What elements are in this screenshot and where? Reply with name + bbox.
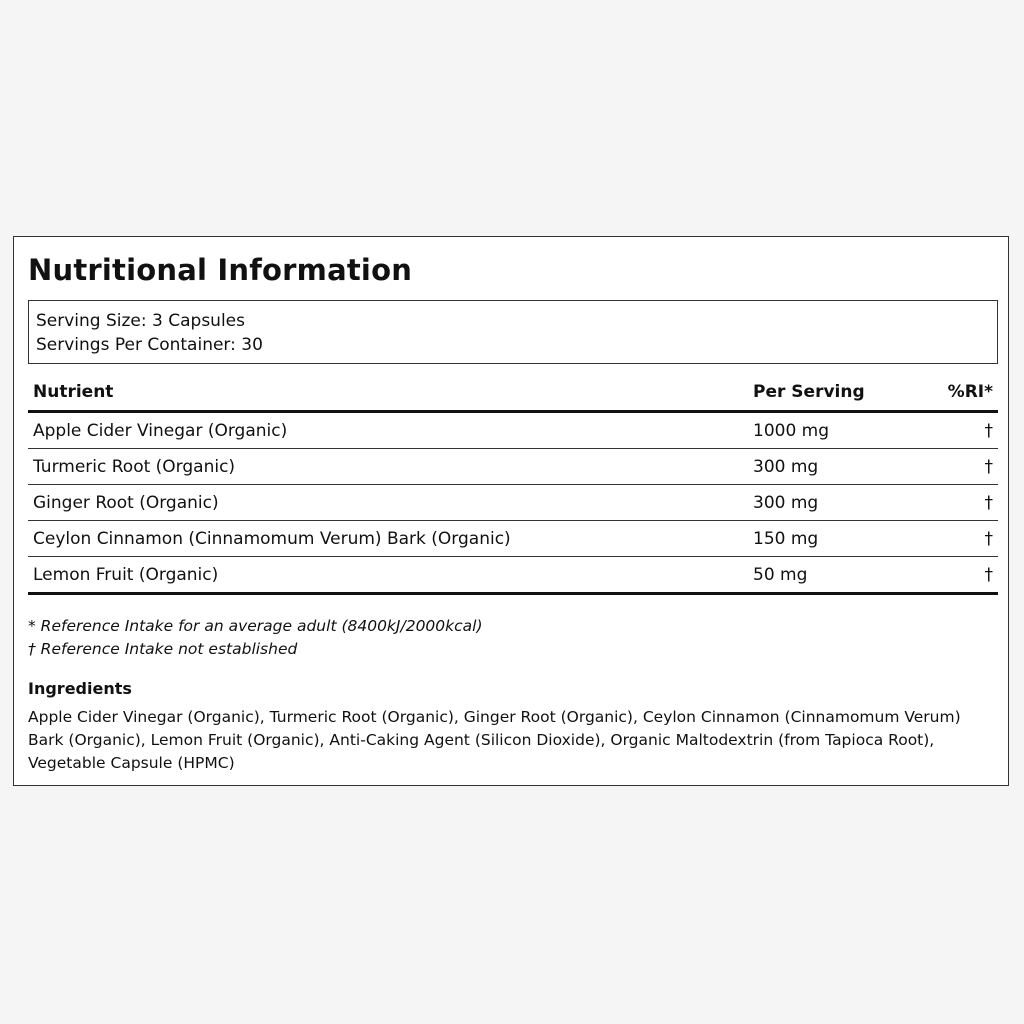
nutrient-amount: 50 mg [753,565,808,585]
nutrient-amount: 1000 mg [753,421,830,441]
nutrient-name: Lemon Fruit (Organic) [33,565,219,585]
nutrient-table [28,378,998,595]
nutrient-name: Ceylon Cinnamon (Cinnamomum Verum) Bark (Organic) [33,529,511,549]
header-nutrient: Nutrient [33,382,114,402]
nutrient-amount: 300 mg [753,493,819,513]
table-header-row [28,378,998,413]
ingredients-heading: Ingredients [28,679,132,698]
nutrient-name: Apple Cider Vinegar (Organic) [33,421,288,441]
table-row [28,557,998,595]
ingredients-text: Apple Cider Vinegar (Organic), Turmeric Root (Organic), Ginger Root (Organic), Ceylon Cinnamon (Cinnamomum Verum) Bark (Organic), Lemon Fruit (Organic), Anti-Caking Agent (Silicon Dioxide), Organic Maltodextrin (from Tapioca Root), Vegetable Capsule (HPMC) [28,708,961,772]
nutrient-ri: † [984,457,993,477]
servings-per-container: Servings Per Container: 30 [36,335,263,355]
serving-size: Serving Size: 3 Capsules [36,311,245,331]
table-row [28,485,998,521]
table-row [28,449,998,485]
nutrient-name: Turmeric Root (Organic) [33,457,236,477]
nutrient-name: Ginger Root (Organic) [33,493,219,513]
table-row [28,521,998,557]
nutrient-amount: 300 mg [753,457,819,477]
table-row [28,413,998,449]
nutrition-panel [13,236,1009,786]
reference-intake-note: * Reference Intake for an average adult (8400kJ/2000kcal) [28,617,483,635]
header-ri: %RI* [947,382,993,402]
page-title: Nutritional Information [28,253,413,287]
not-established-note: † Reference Intake not established [28,640,298,658]
nutrient-amount: 150 mg [753,529,819,549]
footnotes [28,615,483,661]
nutrient-ri: † [984,493,993,513]
nutrient-ri: † [984,565,993,585]
nutrient-ri: † [984,529,993,549]
nutrient-ri: † [984,421,993,441]
serving-info-box [28,300,998,364]
header-per-serving: Per Serving [753,382,865,402]
